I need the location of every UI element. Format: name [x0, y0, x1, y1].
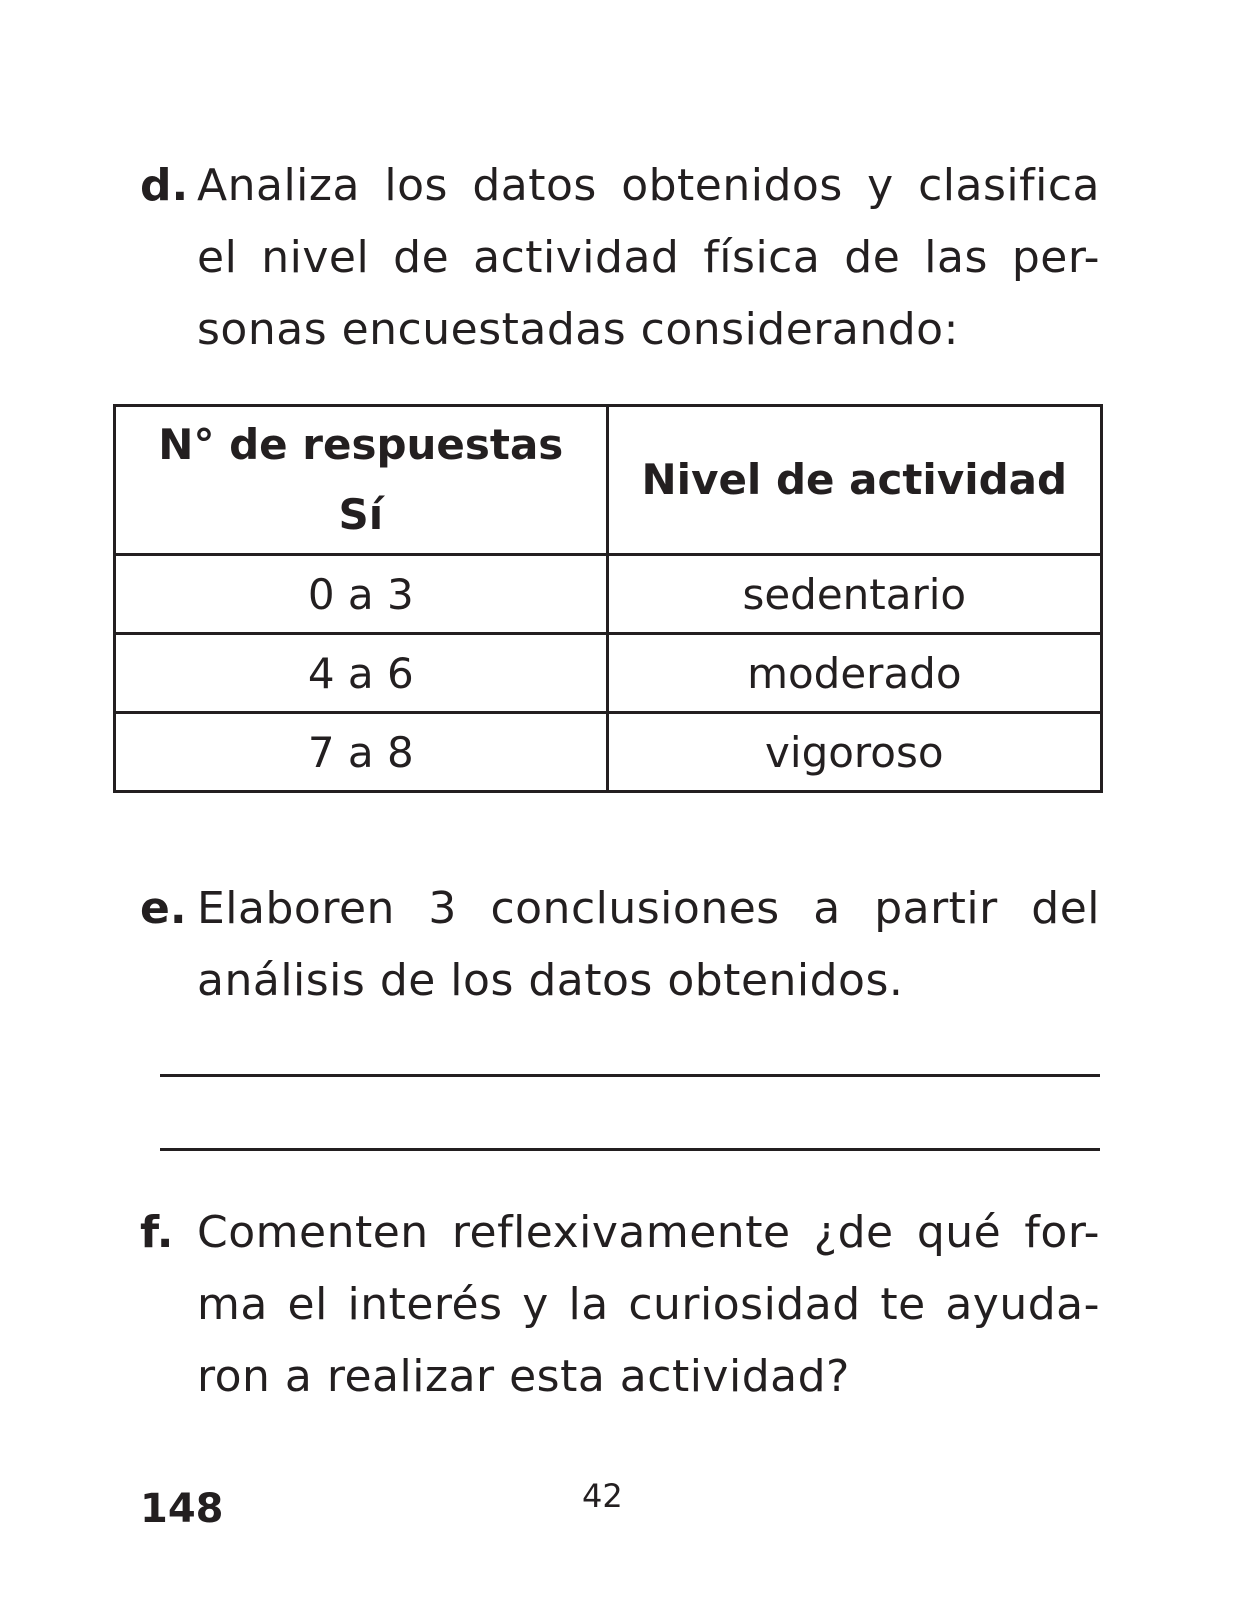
item-text-line: Elaboren 3 conclusiones a partir del — [197, 883, 1100, 934]
table-row — [115, 555, 1102, 634]
table-row — [115, 713, 1102, 792]
item-text-line: Analiza los datos obtenidos y clasifica — [197, 160, 1100, 211]
table-header-row — [115, 406, 1102, 555]
book-page-number: 148 — [140, 1486, 224, 1532]
item-text-line: Comenten reflexivamente ¿de qué for- — [197, 1207, 1100, 1258]
cell-respuestas: 7 a 8 — [115, 713, 608, 792]
item-text-line: análisis de los datos obtenidos. — [197, 955, 904, 1006]
header-respuestas-line2: Sí — [338, 490, 384, 539]
item-text-line: sonas encuestadas considerando: — [197, 304, 959, 355]
cell-nivel: vigoroso — [607, 713, 1101, 792]
activity-level-table — [113, 404, 1103, 793]
cell-nivel: moderado — [607, 634, 1101, 713]
item-text-line: el nivel de actividad física de las per- — [197, 232, 1100, 283]
answer-line[interactable] — [160, 1148, 1100, 1151]
header-respuestas-line1: N° de respuestas — [158, 420, 564, 469]
cell-respuestas: 4 a 6 — [115, 634, 608, 713]
item-text-line: ron a realizar esta actividad? — [197, 1351, 850, 1402]
item-letter: e. — [140, 883, 187, 934]
cell-respuestas: 0 a 3 — [115, 555, 608, 634]
header-nivel: Nivel de actividad — [607, 406, 1101, 555]
cell-nivel: sedentario — [607, 555, 1101, 634]
table-row — [115, 634, 1102, 713]
answer-line[interactable] — [160, 1074, 1100, 1077]
header-respuestas — [115, 406, 608, 555]
item-text-line: ma el interés y la curiosidad te ayuda- — [197, 1279, 1100, 1330]
item-letter: f. — [140, 1207, 174, 1258]
pdf-page-number: 42 — [582, 1477, 623, 1515]
item-letter: d. — [140, 160, 189, 211]
